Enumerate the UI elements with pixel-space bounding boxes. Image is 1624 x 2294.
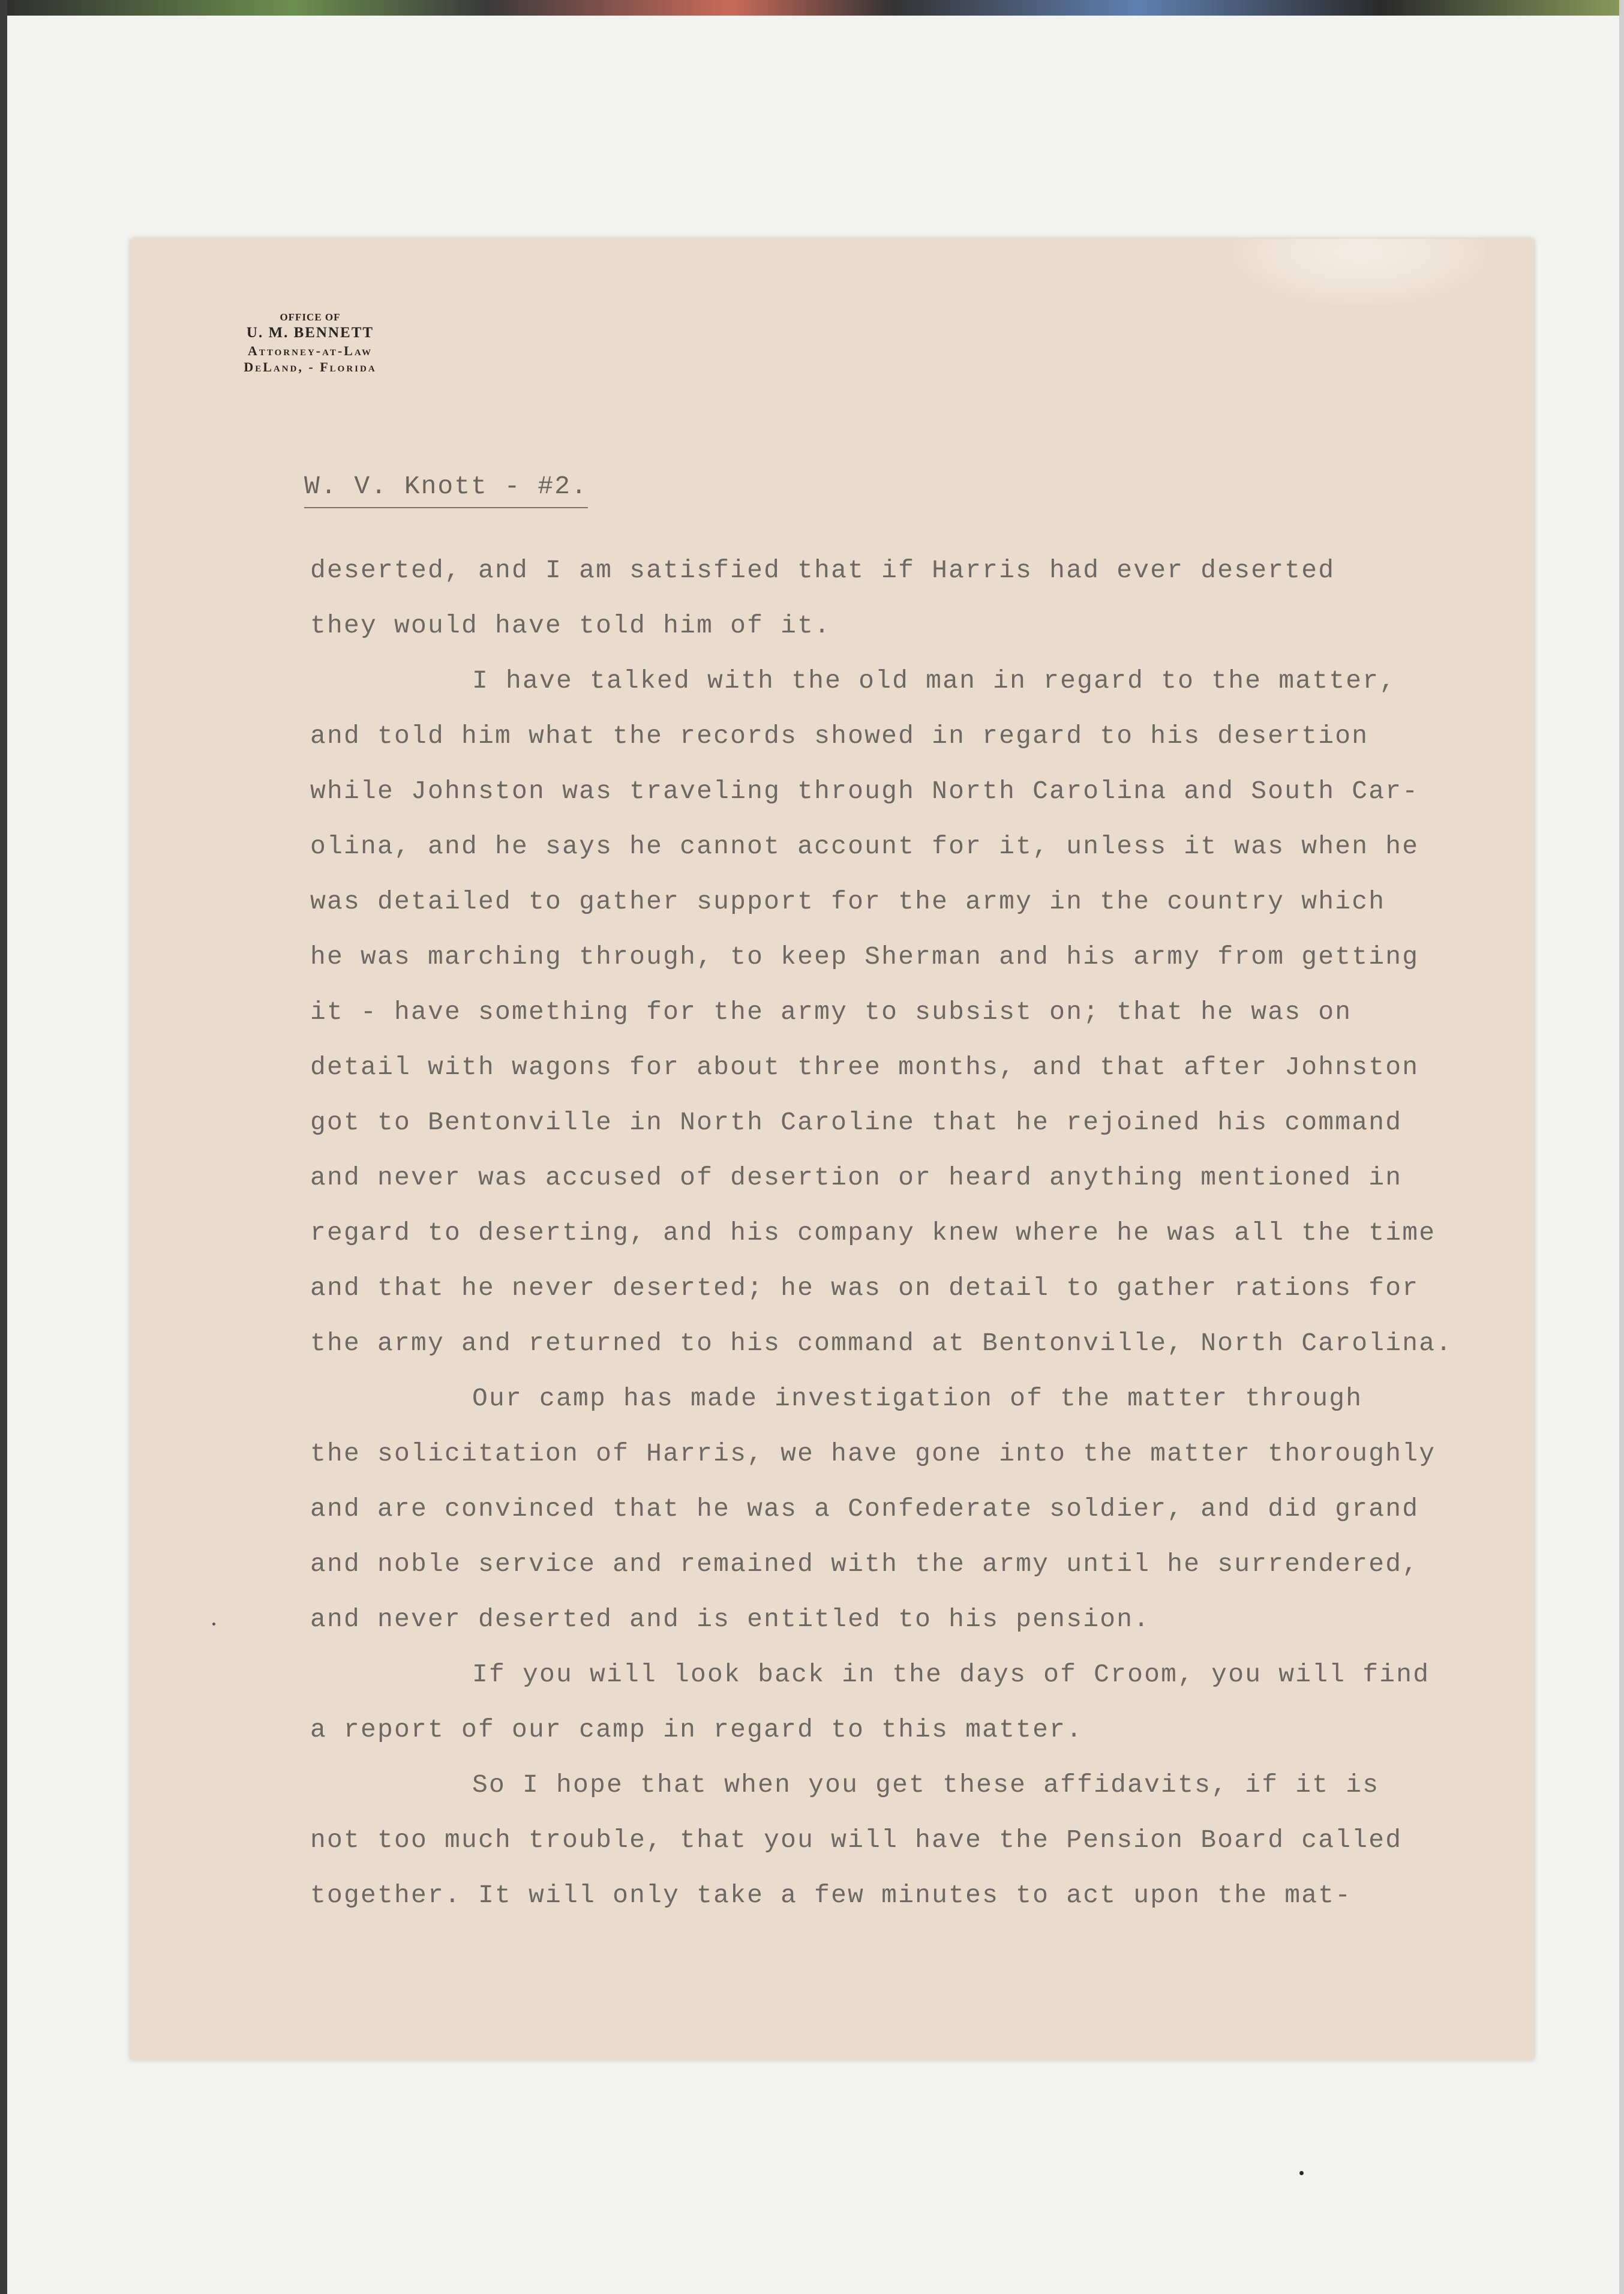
body-line: they would have told him of it. bbox=[310, 611, 831, 640]
body-line: together. It will only take a few minutes to act upon the mat- bbox=[310, 1881, 1352, 1910]
body-line: regard to deserting, and his company knew where he was all the time bbox=[310, 1218, 1436, 1248]
body-line: deserted, and I am satisfied that if Harris had ever deserted bbox=[310, 556, 1335, 585]
body-line: the army and returned to his command at Bentonville, North Carolina. bbox=[310, 1329, 1453, 1358]
letterhead-title: Attorney-at-Law bbox=[247, 343, 373, 358]
body-line: while Johnston was traveling through North Carolina and South Car- bbox=[310, 776, 1419, 806]
body-line: So I hope that when you get these affidavits, if it is bbox=[472, 1770, 1380, 1800]
body-line: detail with wagons for about three months, and that after Johnston bbox=[310, 1052, 1419, 1082]
body-line: and that he never deserted; he was on detail to gather rations for bbox=[310, 1273, 1419, 1303]
body-line: Our camp has made investigation of the matter through bbox=[472, 1384, 1363, 1413]
body-line: and never was accused of desertion or heard anything mentioned in bbox=[310, 1163, 1403, 1192]
scan-edge-top bbox=[0, 0, 1624, 16]
body-line: olina, and he says he cannot account for it, unless it was when he bbox=[310, 832, 1419, 861]
body-line: got to Bentonville in North Caroline that he rejoined his command bbox=[310, 1108, 1403, 1137]
scan-edge-right bbox=[1619, 0, 1624, 2294]
body-line: the solicitation of Harris, we have gone into the matter thoroughly bbox=[310, 1439, 1436, 1468]
scan-speck bbox=[1299, 2171, 1304, 2175]
letter-body bbox=[130, 239, 1534, 2060]
letterhead-name: U. M. BENNETT bbox=[246, 325, 374, 341]
scan-edge-left bbox=[0, 0, 7, 2294]
body-line: it - have something for the army to subsist on; that he was on bbox=[310, 997, 1352, 1027]
letterhead-place: DeLand, - Florida bbox=[244, 359, 377, 374]
body-line: he was marching through, to keep Sherman and his army from getting bbox=[310, 942, 1419, 971]
scan-speck bbox=[212, 1623, 215, 1626]
body-line: was detailed to gather support for the army in the country which bbox=[310, 887, 1386, 916]
body-line: and told him what the records showed in regard to his desertion bbox=[310, 721, 1369, 751]
page-heading: W. V. Knott - #2. bbox=[304, 472, 588, 508]
body-line: and noble service and remained with the army until he surrendered, bbox=[310, 1549, 1419, 1579]
body-line: If you will look back in the days of Croom, you will find bbox=[472, 1660, 1430, 1689]
letter-sheet bbox=[130, 239, 1534, 2060]
body-line: not too much trouble, that you will have the Pension Board called bbox=[310, 1825, 1403, 1855]
body-line: and are convinced that he was a Confederate soldier, and did grand bbox=[310, 1494, 1419, 1524]
body-line: a report of our camp in regard to this matter. bbox=[310, 1715, 1083, 1744]
body-line: and never deserted and is entitled to his pension. bbox=[310, 1605, 1151, 1634]
letterhead-office: OFFICE OF bbox=[280, 311, 341, 323]
body-line: I have talked with the old man in regard to the matter, bbox=[472, 666, 1397, 695]
